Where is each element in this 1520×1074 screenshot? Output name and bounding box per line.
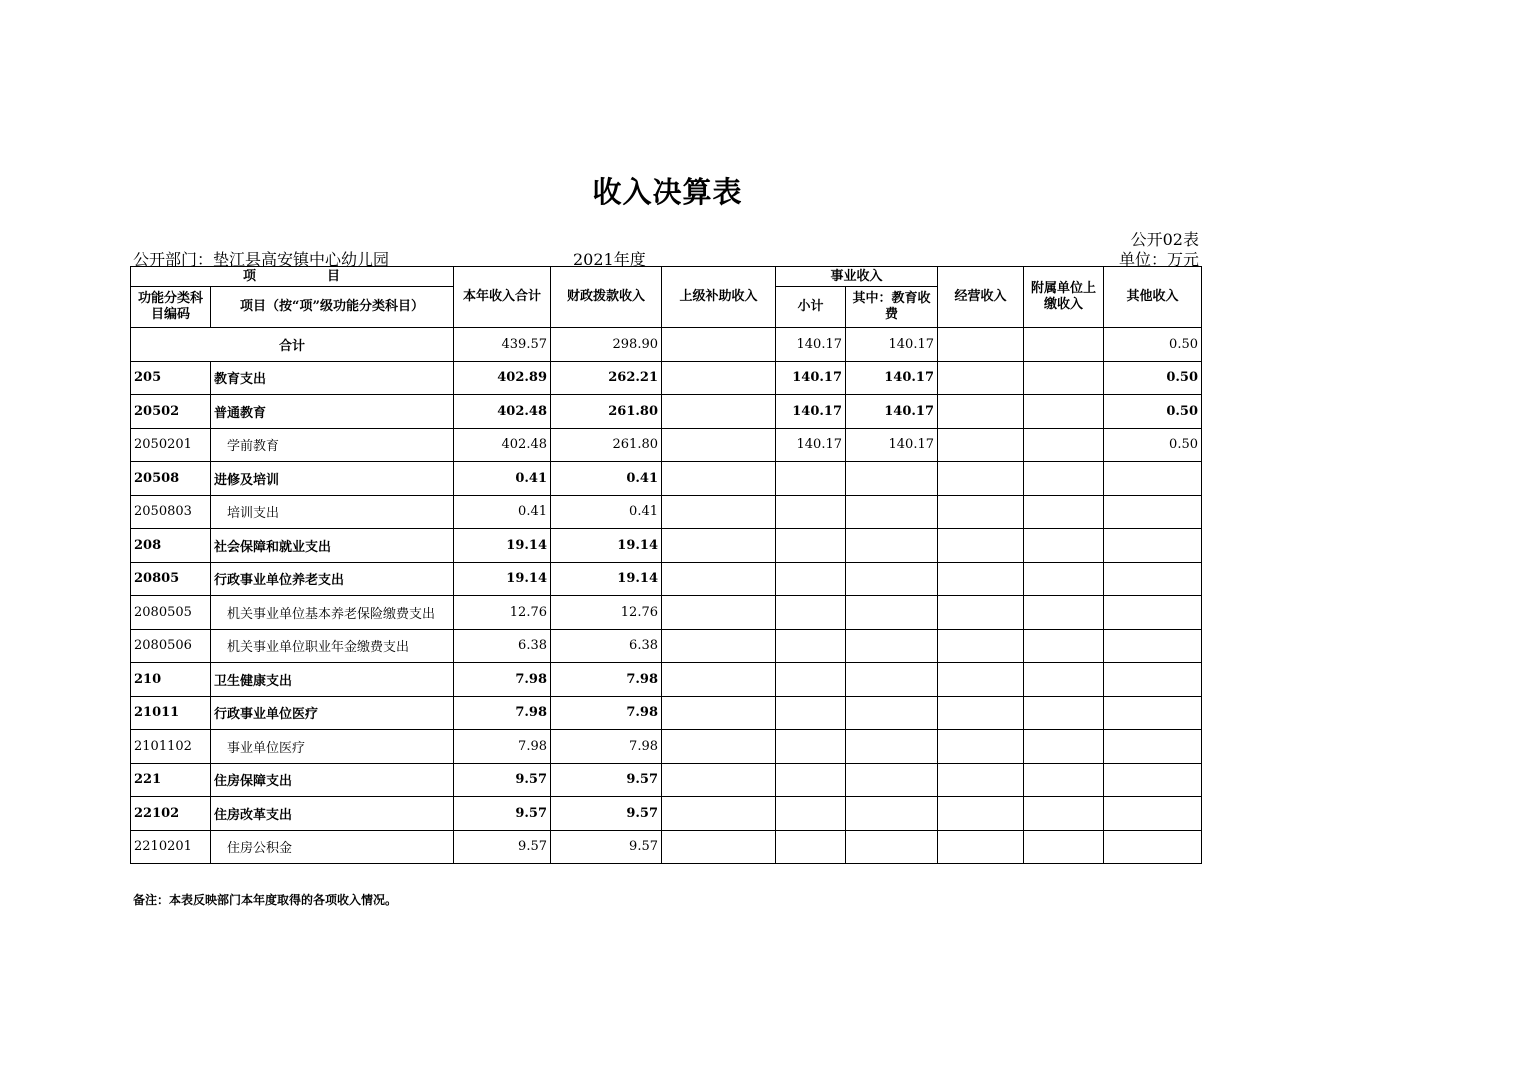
cell-other: 0.50: [1104, 428, 1202, 462]
cell-fiscal: 9.57: [551, 763, 662, 797]
cell-other: [1104, 696, 1202, 730]
cell-operation: [938, 462, 1024, 496]
cell-total: 439.57: [454, 328, 551, 362]
cell-edu-fee: [846, 495, 938, 529]
cell-name: 卫生健康支出: [211, 663, 454, 697]
cell-affiliated: [1024, 328, 1104, 362]
cell-total: 12.76: [454, 596, 551, 630]
cell-superior: [662, 529, 776, 563]
cell-affiliated: [1024, 596, 1104, 630]
cell-other: [1104, 663, 1202, 697]
cell-code: 2101102: [131, 730, 211, 764]
cell-affiliated: [1024, 763, 1104, 797]
cell-code: 20805: [131, 562, 211, 596]
cell-affiliated: [1024, 663, 1104, 697]
cell-code: 2080506: [131, 629, 211, 663]
cell-name: 进修及培训: [211, 462, 454, 496]
cell-edu-fee: [846, 562, 938, 596]
table-row: [131, 428, 1202, 462]
cell-code: 2080505: [131, 596, 211, 630]
cell-operation: [938, 596, 1024, 630]
header-total: 本年收入合计: [454, 267, 551, 328]
cell-affiliated: [1024, 395, 1104, 429]
header-operation: 经营收入: [938, 267, 1024, 328]
table-row: [131, 797, 1202, 831]
cell-superior: [662, 763, 776, 797]
cell-name: 社会保障和就业支出: [211, 529, 454, 563]
cell-other: [1104, 596, 1202, 630]
cell-subtotal: 140.17: [776, 428, 846, 462]
header-project: 项 目: [131, 267, 454, 287]
header-fiscal: 财政拨款收入: [551, 267, 662, 328]
cell-subtotal: [776, 462, 846, 496]
table-row: [131, 361, 1202, 395]
cell-total: 9.57: [454, 763, 551, 797]
footnote: 备注：本表反映部门本年度取得的各项收入情况。: [133, 893, 398, 907]
cell-other: [1104, 797, 1202, 831]
cell-superior: [662, 797, 776, 831]
table-body: [131, 328, 1202, 864]
header-edu-fee: 其中：教育收费: [846, 287, 938, 328]
cell-operation: [938, 361, 1024, 395]
total-row: [131, 328, 1202, 362]
cell-operation: [938, 395, 1024, 429]
table-row: [131, 830, 1202, 864]
cell-name: 住房改革支出: [211, 797, 454, 831]
cell-edu-fee: [846, 830, 938, 864]
table-row: [131, 562, 1202, 596]
cell-superior: [662, 361, 776, 395]
cell-operation: [938, 797, 1024, 831]
cell-subtotal: [776, 596, 846, 630]
cell-other: [1104, 830, 1202, 864]
table-row: [131, 395, 1202, 429]
cell-superior: [662, 462, 776, 496]
cell-other: [1104, 462, 1202, 496]
cell-name: 机关事业单位职业年金缴费支出: [211, 629, 454, 663]
cell-affiliated: [1024, 361, 1104, 395]
cell-code: 205: [131, 361, 211, 395]
cell-fiscal: 12.76: [551, 596, 662, 630]
income-table: [130, 266, 1202, 864]
cell-name: 事业单位医疗: [211, 730, 454, 764]
unit-label: 单位：万元: [1118, 250, 1199, 269]
fiscal-year: 2021年度: [573, 250, 646, 269]
cell-affiliated: [1024, 629, 1104, 663]
cell-code: 2210201: [131, 830, 211, 864]
cell-name: 住房公积金: [211, 830, 454, 864]
cell-subtotal: [776, 763, 846, 797]
cell-subtotal: [776, 730, 846, 764]
cell-edu-fee: 140.17: [846, 428, 938, 462]
cell-fiscal: 261.80: [551, 428, 662, 462]
cell-total: 402.89: [454, 361, 551, 395]
cell-subtotal: [776, 797, 846, 831]
table-row: [131, 763, 1202, 797]
cell-other: [1104, 763, 1202, 797]
cell-superior: [662, 495, 776, 529]
cell-subtotal: [776, 495, 846, 529]
cell-total: 7.98: [454, 696, 551, 730]
cell-operation: [938, 763, 1024, 797]
header-business: 事业收入: [776, 267, 938, 287]
cell-fiscal: 19.14: [551, 529, 662, 563]
cell-total: 402.48: [454, 395, 551, 429]
cell-subtotal: [776, 562, 846, 596]
cell-subtotal: [776, 663, 846, 697]
cell-affiliated: [1024, 730, 1104, 764]
header-affiliated: 附属单位上缴收入: [1024, 267, 1104, 328]
cell-operation: [938, 730, 1024, 764]
cell-other: [1104, 562, 1202, 596]
cell-subtotal: 140.17: [776, 328, 846, 362]
page-title: 收入决算表: [592, 175, 743, 209]
cell-total: 7.98: [454, 730, 551, 764]
cell-fiscal: 6.38: [551, 629, 662, 663]
cell-code: 20502: [131, 395, 211, 429]
cell-edu-fee: 140.17: [846, 328, 938, 362]
cell-code: 21011: [131, 696, 211, 730]
cell-code: 208: [131, 529, 211, 563]
cell-superior: [662, 395, 776, 429]
cell-affiliated: [1024, 428, 1104, 462]
header-subtotal: 小计: [776, 287, 846, 328]
cell-subtotal: [776, 696, 846, 730]
cell-superior: [662, 428, 776, 462]
table-header: [131, 267, 1202, 328]
total-label: 合计: [131, 328, 454, 362]
cell-fiscal: 9.57: [551, 797, 662, 831]
cell-name: 行政事业单位养老支出: [211, 562, 454, 596]
cell-other: [1104, 629, 1202, 663]
cell-superior: [662, 663, 776, 697]
cell-other: [1104, 730, 1202, 764]
cell-superior: [662, 696, 776, 730]
cell-other: 0.50: [1104, 361, 1202, 395]
cell-code: 22102: [131, 797, 211, 831]
form-number: 公开02表: [1130, 230, 1199, 249]
table-row: [131, 629, 1202, 663]
cell-operation: [938, 428, 1024, 462]
header-other: 其他收入: [1104, 267, 1202, 328]
header-superior: 上级补助收入: [662, 267, 776, 328]
cell-fiscal: 9.57: [551, 830, 662, 864]
cell-superior: [662, 730, 776, 764]
cell-operation: [938, 529, 1024, 563]
table-row: [131, 730, 1202, 764]
cell-total: 6.38: [454, 629, 551, 663]
cell-other: 0.50: [1104, 395, 1202, 429]
cell-subtotal: 140.17: [776, 395, 846, 429]
cell-affiliated: [1024, 830, 1104, 864]
cell-other: 0.50: [1104, 328, 1202, 362]
cell-name: 教育支出: [211, 361, 454, 395]
cell-total: 0.41: [454, 495, 551, 529]
cell-affiliated: [1024, 562, 1104, 596]
cell-total: 9.57: [454, 797, 551, 831]
cell-subtotal: 140.17: [776, 361, 846, 395]
department-label: 公开部门：垫江县高安镇中心幼儿园: [133, 250, 390, 269]
cell-affiliated: [1024, 797, 1104, 831]
cell-code: 2050803: [131, 495, 211, 529]
cell-edu-fee: [846, 730, 938, 764]
cell-name: 培训支出: [211, 495, 454, 529]
cell-affiliated: [1024, 696, 1104, 730]
cell-total: 0.41: [454, 462, 551, 496]
cell-operation: [938, 663, 1024, 697]
cell-code: 20508: [131, 462, 211, 496]
cell-superior: [662, 629, 776, 663]
cell-total: 9.57: [454, 830, 551, 864]
cell-superior: [662, 328, 776, 362]
cell-total: 19.14: [454, 562, 551, 596]
cell-name: 行政事业单位医疗: [211, 696, 454, 730]
cell-affiliated: [1024, 529, 1104, 563]
cell-fiscal: 261.80: [551, 395, 662, 429]
cell-operation: [938, 328, 1024, 362]
cell-code: 221: [131, 763, 211, 797]
header-code: 功能分类科目编码: [131, 287, 211, 328]
cell-subtotal: [776, 529, 846, 563]
cell-other: [1104, 529, 1202, 563]
cell-edu-fee: [846, 797, 938, 831]
cell-affiliated: [1024, 462, 1104, 496]
cell-operation: [938, 562, 1024, 596]
cell-operation: [938, 696, 1024, 730]
cell-affiliated: [1024, 495, 1104, 529]
cell-subtotal: [776, 629, 846, 663]
cell-fiscal: 0.41: [551, 462, 662, 496]
cell-operation: [938, 629, 1024, 663]
cell-fiscal: 7.98: [551, 696, 662, 730]
table-row: [131, 696, 1202, 730]
cell-superior: [662, 562, 776, 596]
cell-edu-fee: [846, 629, 938, 663]
cell-name: 住房保障支出: [211, 763, 454, 797]
cell-code: 2050201: [131, 428, 211, 462]
cell-edu-fee: [846, 696, 938, 730]
cell-edu-fee: [846, 462, 938, 496]
cell-name: 机关事业单位基本养老保险缴费支出: [211, 596, 454, 630]
cell-name: 学前教育: [211, 428, 454, 462]
cell-total: 7.98: [454, 663, 551, 697]
table-row: [131, 495, 1202, 529]
cell-superior: [662, 830, 776, 864]
cell-fiscal: 7.98: [551, 663, 662, 697]
cell-total: 402.48: [454, 428, 551, 462]
cell-fiscal: 7.98: [551, 730, 662, 764]
cell-edu-fee: [846, 763, 938, 797]
header-name: 项目（按“项”级功能分类科目）: [211, 287, 454, 328]
cell-fiscal: 262.21: [551, 361, 662, 395]
cell-code: 210: [131, 663, 211, 697]
table-row: [131, 462, 1202, 496]
table-row: [131, 529, 1202, 563]
cell-edu-fee: [846, 663, 938, 697]
cell-subtotal: [776, 830, 846, 864]
cell-operation: [938, 495, 1024, 529]
cell-edu-fee: 140.17: [846, 395, 938, 429]
cell-operation: [938, 830, 1024, 864]
cell-total: 19.14: [454, 529, 551, 563]
cell-edu-fee: [846, 529, 938, 563]
cell-fiscal: 19.14: [551, 562, 662, 596]
cell-fiscal: 0.41: [551, 495, 662, 529]
cell-other: [1104, 495, 1202, 529]
table-row: [131, 663, 1202, 697]
cell-fiscal: 298.90: [551, 328, 662, 362]
cell-edu-fee: 140.17: [846, 361, 938, 395]
cell-edu-fee: [846, 596, 938, 630]
cell-name: 普通教育: [211, 395, 454, 429]
cell-superior: [662, 596, 776, 630]
table-row: [131, 596, 1202, 630]
